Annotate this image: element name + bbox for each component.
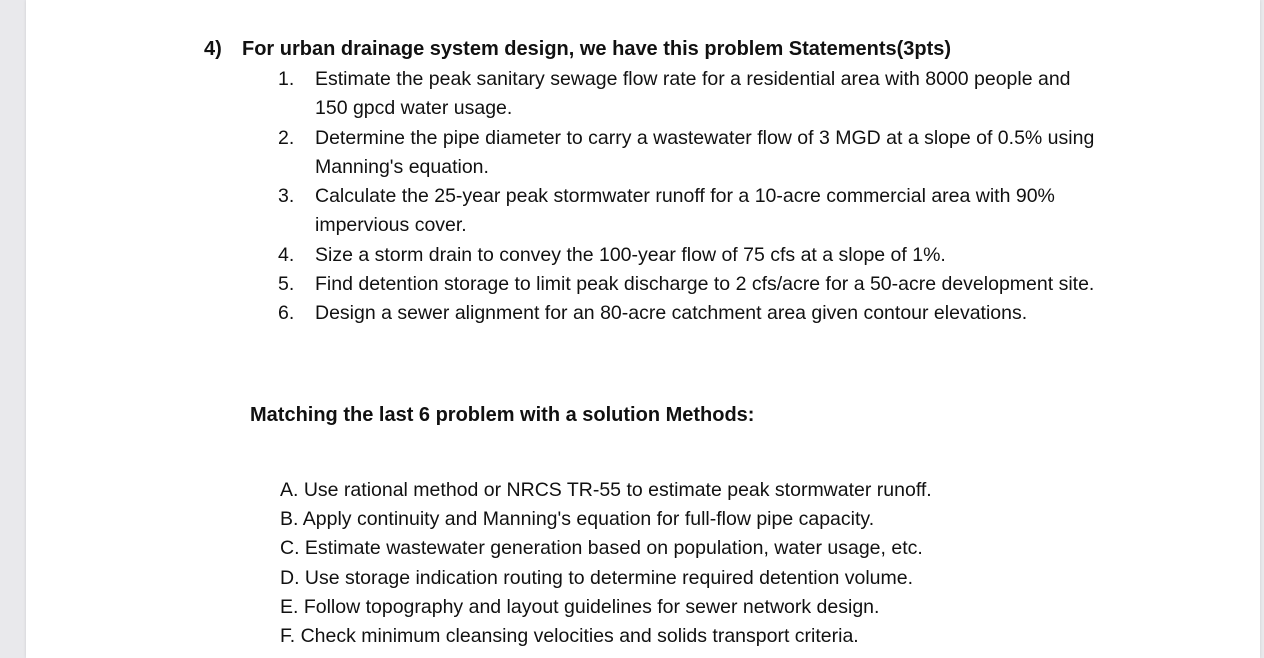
problem-item bbox=[278, 270, 1108, 299]
method-item: F. Check minimum cleansing velocities and solids transport criteria. bbox=[280, 625, 859, 648]
problem-item bbox=[278, 65, 1108, 124]
problem-list bbox=[278, 65, 1108, 329]
method-list bbox=[280, 476, 932, 651]
method-item: B. Apply continuity and Manning's equation for full-flow pipe capacity. bbox=[280, 508, 875, 531]
method-item: E. Follow topography and layout guidelines for sewer network design. bbox=[280, 595, 880, 618]
question-number: 4) bbox=[204, 38, 222, 60]
problem-number: 6. bbox=[278, 302, 295, 325]
problem-item bbox=[278, 124, 1108, 183]
problem-number: 1. bbox=[278, 68, 295, 90]
method-item: C. Estimate wastewater generation based on population, water usage, etc. bbox=[280, 537, 923, 560]
problem-item bbox=[278, 299, 1108, 328]
method-item: D. Use storage indication routing to determine required detention volume. bbox=[280, 566, 914, 589]
problem-text: Determine the pipe diameter to carry a wastewater flow of 3 MGD at a slope of 0.5% using Manning's equation. bbox=[315, 126, 1095, 178]
problem-text: Size a storm drain to convey the 100-year flow of 75 cfs at a slope of 1%. bbox=[315, 243, 946, 266]
matching-heading: Matching the last 6 problem with a solution Methods: bbox=[250, 404, 755, 426]
problem-text: Estimate the peak sanitary sewage flow rate for a residential area with 8000 people and 150 gpcd water usage. bbox=[315, 68, 1071, 120]
problem-number: 4. bbox=[278, 243, 295, 266]
problem-item bbox=[278, 182, 1108, 241]
problem-text: Design a sewer alignment for an 80-acre catchment area given contour elevations. bbox=[315, 302, 1028, 325]
problem-text: Find detention storage to limit peak discharge to 2 cfs/acre for a 50-acre development site. bbox=[315, 273, 1095, 296]
problem-number: 2. bbox=[278, 126, 295, 149]
method-item: A. Use rational method or NRCS TR-55 to estimate peak stormwater runoff. bbox=[280, 479, 932, 501]
problem-number: 3. bbox=[278, 185, 295, 208]
problem-text: Calculate the 25-year peak stormwater runoff for a 10-acre commercial area with 90% impervious cover. bbox=[315, 185, 1055, 237]
question-heading-text: For urban drainage system design, we have this problem Statements(3pts) bbox=[242, 38, 952, 60]
question-heading bbox=[204, 36, 951, 62]
problem-number: 5. bbox=[278, 273, 295, 296]
problem-item bbox=[278, 241, 1108, 270]
